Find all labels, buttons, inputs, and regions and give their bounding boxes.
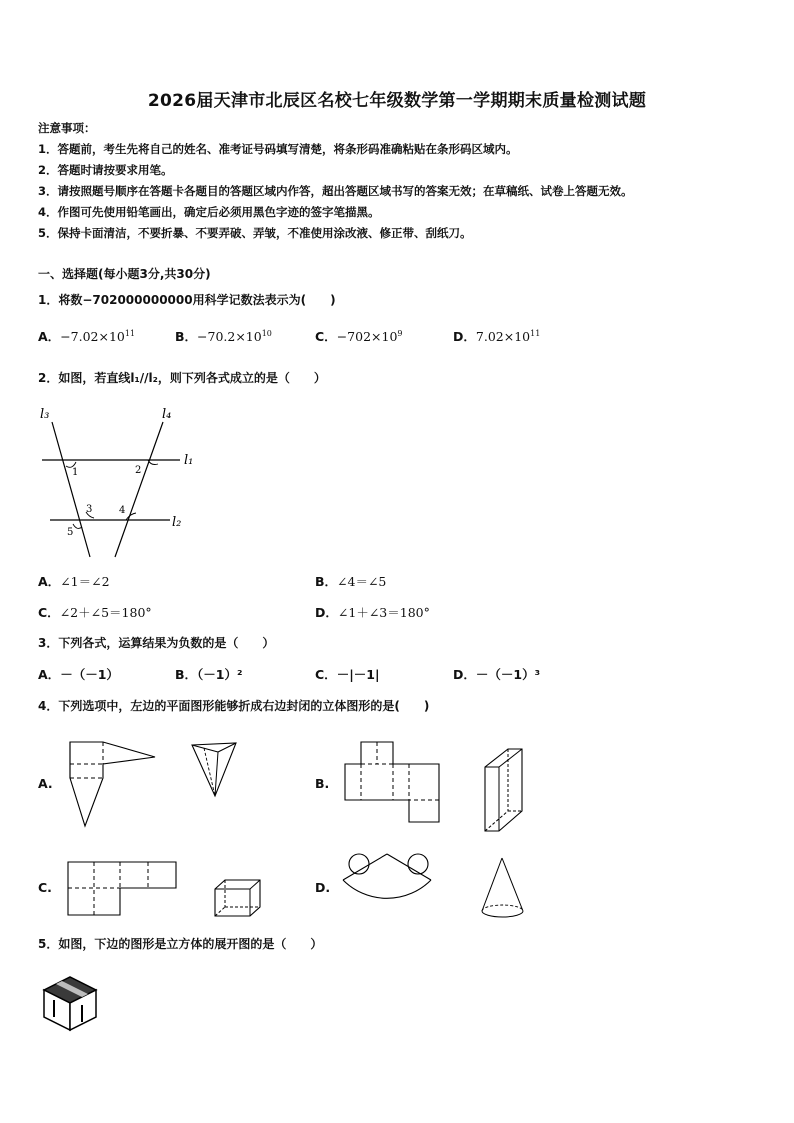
- q3-option-d: D．－（－1）³: [453, 667, 541, 682]
- page-title: 2026届天津市北辰区名校七年级数学第一学期期末质量检测试题: [147, 91, 647, 111]
- line-label-l2: l₂: [172, 515, 182, 530]
- notice-item: 4．作图可先使用铅笔画出，确定后必须用黑色字迹的签字笔描黑。: [38, 205, 380, 219]
- notice-heading: 注意事项：: [38, 121, 96, 135]
- line-label-l4: l₄: [162, 407, 172, 422]
- q4-d-cone: [478, 855, 528, 920]
- q2-option-a: A．∠1＝∠2: [38, 574, 110, 589]
- q2-option-c: C．∠2＋∠5＝180°: [38, 605, 152, 620]
- angle-label-2: 2: [135, 465, 142, 476]
- question-5-stem: 5．如图，下边的图形是立方体的展开图的是（ ）: [38, 937, 323, 951]
- q3-option-b: B．（－1）²: [175, 667, 243, 682]
- q4-b-net: [343, 740, 443, 825]
- q4-option-b-label: B.: [315, 776, 330, 791]
- q4-a-net: [65, 738, 160, 830]
- q1-option-c: C．$-702\times 10^9$: [315, 328, 403, 344]
- notice-item: 1．答题前，考生先将自己的姓名、准考证号码填写清楚，将条形码准确粘贴在条形码区域内。: [38, 142, 518, 156]
- q4-option-d-label: D.: [315, 880, 331, 895]
- q4-c-net: [66, 860, 181, 918]
- q3-option-a: A．－（－1）: [38, 667, 119, 682]
- q1-option-a: A．$-7.02\times 10^{11}$: [38, 328, 136, 344]
- q4-option-a-label: A.: [38, 776, 53, 791]
- angle-label-5: 5: [67, 527, 74, 538]
- q4-d-net: [337, 850, 437, 920]
- line-label-l3: l₃: [40, 407, 50, 422]
- q2-option-b: B．∠4＝∠5: [315, 574, 387, 589]
- section-heading: 一、选择题(每小题3分,共30分): [38, 267, 211, 281]
- q1-option-b: B．$-70.2\times 10^{10}$: [175, 328, 272, 344]
- notice-item: 3．请按照题号顺序在答题卡各题目的答题区域内作答，超出答题区域书写的答案无效；在草稿纸、试卷上答题无效。: [38, 184, 633, 198]
- question-4-stem: 4．下列选项中，左边的平面图形能够折成右边封闭的立体图形的是( ): [38, 699, 430, 713]
- q5-cube-figure: [40, 972, 102, 1034]
- angle-label-3: 3: [86, 504, 93, 515]
- q4-c-cube: [212, 877, 264, 919]
- notice-item: 5．保持卡面清洁，不要折暴、不要弄破、弄皱，不准使用涂改液、修正带、刮纸刀。: [38, 226, 472, 240]
- notice-item: 2．答题时请按要求用笔。: [38, 163, 173, 177]
- question-3-stem: 3．下列各式，运算结果为负数的是（ ）: [38, 636, 275, 650]
- parallel-lines-figure: [30, 400, 210, 565]
- q3-option-c: C．－|－1|: [315, 667, 380, 682]
- line-label-l1: l₁: [184, 453, 194, 468]
- q1-option-d: D．$7.02\times 10^{11}$: [453, 328, 541, 344]
- q4-b-prism: [482, 745, 527, 835]
- angle-label-4: 4: [119, 505, 126, 516]
- q2-option-d: D．∠1＋∠3＝180°: [315, 605, 430, 620]
- question-1-stem: 1．将数−702000000000用科学记数法表示为( ): [38, 293, 336, 307]
- q4-option-c-label: C.: [38, 880, 52, 895]
- question-2-stem: 2．如图，若直线l₁//l₂，则下列各式成立的是（ ）: [38, 371, 326, 385]
- angle-label-1: 1: [72, 467, 79, 478]
- q4-a-pyramid: [188, 740, 243, 800]
